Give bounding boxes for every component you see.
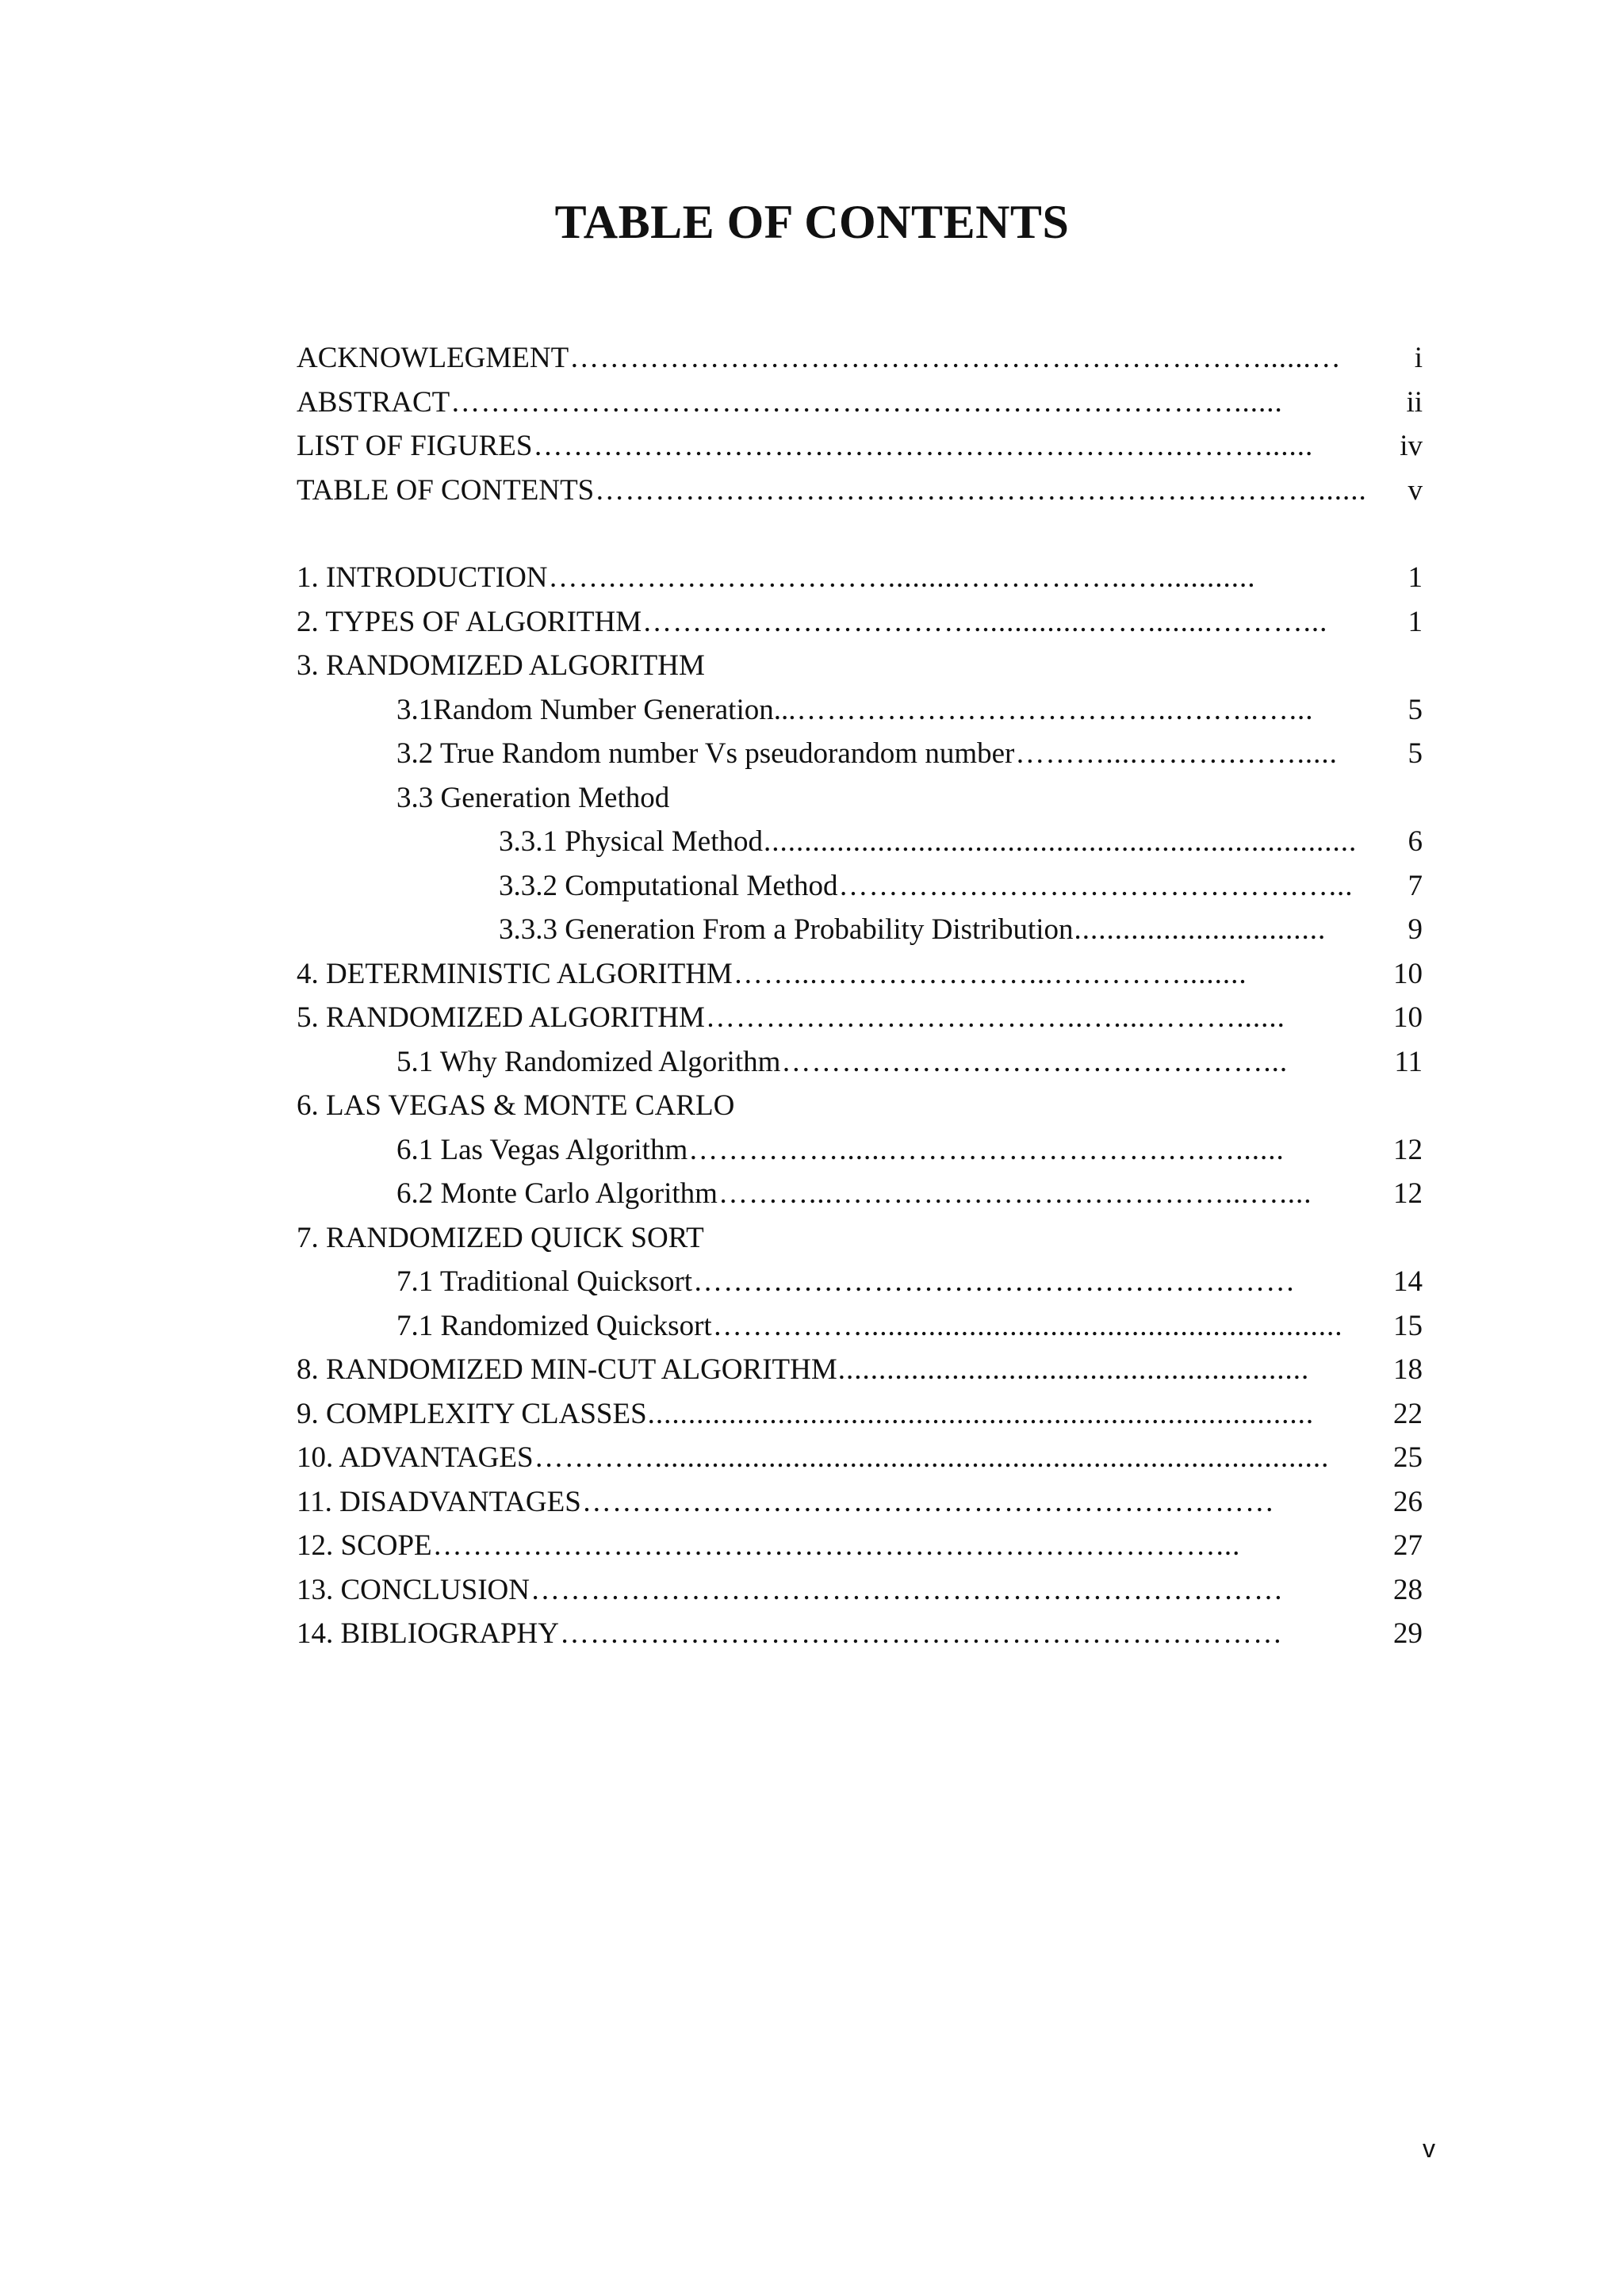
toc-entry: [297, 1172, 1423, 1216]
toc-entry: [297, 381, 1423, 425]
toc-entry: [297, 1436, 1423, 1480]
toc-entry-label: 6. LAS VEGAS & MONTE CARLO: [297, 1089, 735, 1122]
toc-entry-leader: ..................................................................................: [647, 1397, 1315, 1430]
toc-entry-label: 10. ADVANTAGES: [297, 1441, 534, 1474]
toc-entry-page: 1: [1408, 605, 1423, 638]
toc-entry-label: 3.3.2 Computational Method: [499, 869, 838, 902]
toc-entry-label: 3.1Random Number Generation...: [396, 693, 796, 726]
toc-entry-leader: ……………………………………………………………………......: [450, 385, 1283, 419]
toc-entry-leader: ……………………………………………………………......…: [569, 342, 1342, 374]
toc-entry-label: 14. BIBLIOGRAPHY: [297, 1617, 559, 1650]
toc-entry-page: 12: [1393, 1133, 1423, 1166]
toc-entry-label: 12. SCOPE: [297, 1529, 432, 1562]
toc-entry-label: 7.1 Traditional Quicksort: [396, 1265, 693, 1298]
toc-entry: [297, 1260, 1423, 1304]
toc-entry-page: 7: [1408, 869, 1423, 902]
toc-entry-page: 6: [1408, 825, 1423, 858]
toc-entry: [297, 1304, 1423, 1349]
toc-entry: [297, 600, 1423, 645]
toc-entry-leader: ……………...........................................................: [712, 1309, 1343, 1342]
toc-entry: [297, 1524, 1423, 1568]
toc-entry-label: ABSTRACT: [297, 385, 450, 419]
toc-entry-label: 3.3.3 Generation From a Probability Distribution: [499, 913, 1074, 946]
toc-entry: [297, 908, 1423, 952]
page-number: v: [1423, 2134, 1435, 2163]
toc-entry-leader: ……………………………..............……........………...: [642, 605, 1328, 638]
toc-entry-page: 1: [1408, 561, 1423, 594]
toc-entry-page: 18: [1393, 1353, 1423, 1386]
toc-entry-leader: ……………………………………….…...: [838, 869, 1354, 902]
toc-entry: [297, 732, 1423, 776]
toc-entry-page: 11: [1394, 1045, 1423, 1078]
page-title: TABLE OF CONTENTS: [554, 196, 1070, 248]
toc-entry-page: 22: [1393, 1397, 1423, 1430]
toc-entry: [297, 1612, 1423, 1656]
toc-entry-page: 29: [1393, 1617, 1423, 1650]
toc-entry-leader: ………………………………………………………………......: [595, 473, 1367, 507]
toc-entry-leader: ……………………………………………………: [693, 1265, 1297, 1298]
toc-entry-label: 1. INTRODUCTION: [297, 561, 548, 594]
toc-entry-page: 5: [1408, 693, 1423, 726]
toc-entry-leader: ………………………………..…....………......: [705, 1001, 1285, 1034]
toc-entry-leader: …………...................................................................................: [534, 1441, 1330, 1474]
toc-entry-label: LIST OF FIGURES: [297, 430, 533, 462]
toc-entry-label: ACKNOWLEGMENT: [297, 342, 569, 374]
toc-entry-leader: …………………………………………...: [781, 1045, 1289, 1078]
toc-entry-leader: …….……………………….........……………..…............: [548, 561, 1256, 594]
toc-entry-page: ii: [1406, 385, 1423, 419]
toc-entry: [297, 1480, 1423, 1525]
toc-entry-label: 5.1 Why Randomized Algorithm: [396, 1045, 781, 1078]
toc-entry-leader: ……………………………………………………………………...: [432, 1529, 1241, 1562]
toc-entry: [297, 424, 1423, 469]
toc-entry-leader: ……………………………………………………………: [581, 1485, 1275, 1518]
toc-entry-leader: ……...…………………...….………........: [733, 957, 1247, 990]
toc-entry: [297, 556, 1423, 600]
toc-entry: [297, 1348, 1423, 1392]
toc-entry: [297, 1216, 1423, 1261]
toc-entry-label: 3. RANDOMIZED ALGORITHM: [297, 649, 705, 682]
toc-entry-page: 10: [1393, 1001, 1423, 1034]
toc-entry: [297, 469, 1423, 513]
toc-entry-label: 4. DETERMINISTIC ALGORITHM: [297, 957, 733, 990]
toc-entry-leader: ……………………………………………………….………......: [533, 430, 1314, 462]
toc-entry-leader: ………………………………………………………………: [559, 1617, 1283, 1650]
toc-entry-label: 3.3.1 Physical Method: [499, 825, 763, 858]
toc-entry-leader: …………………………………………………………………: [530, 1573, 1284, 1606]
toc-entry-leader: ...............................: [1074, 913, 1327, 946]
toc-entry: [297, 688, 1423, 733]
toc-entry-leader: ………………………………..….…..…...: [796, 693, 1314, 726]
toc-entry-page: 12: [1393, 1177, 1423, 1210]
toc-entry-leader: ………....……….…….....: [1015, 737, 1338, 770]
toc-entry-page: 9: [1408, 913, 1423, 946]
toc-entry-leader: ………...…………………………………...…....: [718, 1177, 1312, 1210]
toc-entry: [297, 1392, 1423, 1437]
toc-entry-label: 7.1 Randomized Quicksort: [396, 1309, 712, 1342]
toc-entry-page: 10: [1393, 957, 1423, 990]
toc-entry: [297, 776, 1423, 821]
toc-entry: [297, 336, 1423, 381]
toc-entry: [297, 1084, 1423, 1128]
toc-entry-leader: ..........................................................: [837, 1353, 1310, 1386]
toc-entry-label: 7. RANDOMIZED QUICK SORT: [297, 1221, 704, 1254]
toc-entry: [297, 1128, 1423, 1173]
toc-entry-page: 27: [1393, 1529, 1423, 1562]
toc-entry-label: 2. TYPES OF ALGORITHM: [297, 605, 642, 638]
toc-entry-page: i: [1414, 342, 1423, 374]
toc-entry-page: 26: [1393, 1485, 1423, 1518]
table-of-contents: [297, 336, 1423, 1656]
toc-entry-leader: .........................................................................: [763, 825, 1358, 858]
toc-entry-label: 3.2 True Random number Vs pseudorandom number: [396, 737, 1015, 770]
toc-entry-label: 5. RANDOMIZED ALGORITHM: [297, 1001, 705, 1034]
toc-entry-label: TABLE OF CONTENTS: [297, 473, 595, 507]
toc-entry: [297, 1568, 1423, 1613]
toc-entry-page: 25: [1393, 1441, 1423, 1474]
toc-entry-label: 6.2 Monte Carlo Algorithm: [396, 1177, 718, 1210]
toc-entry: [297, 952, 1423, 997]
toc-entry-label: 13. CONCLUSION: [297, 1573, 530, 1606]
toc-entry-label: 3.3 Generation Method: [396, 781, 670, 814]
toc-entry: [297, 644, 1423, 688]
toc-entry-page: 14: [1393, 1265, 1423, 1298]
toc-entry-page: 5: [1408, 737, 1423, 770]
toc-entry-page: 15: [1393, 1309, 1423, 1342]
toc-entry-leader: ……………......……………………….….…......: [688, 1133, 1285, 1166]
toc-entry: [297, 864, 1423, 909]
toc-entry: [297, 820, 1423, 864]
toc-entry-page: 28: [1393, 1573, 1423, 1606]
toc-entry-page: v: [1408, 473, 1423, 507]
toc-entry-label: 8. RANDOMIZED MIN-CUT ALGORITHM: [297, 1353, 837, 1386]
toc-entry-page: iv: [1400, 430, 1423, 462]
toc-entry-label: 6.1 Las Vegas Algorithm: [396, 1133, 688, 1166]
toc-entry-label: 9. COMPLEXITY CLASSES: [297, 1397, 647, 1430]
toc-entry-label: 11. DISADVANTAGES: [297, 1485, 581, 1518]
toc-entry: [297, 1040, 1423, 1085]
toc-entry: [297, 996, 1423, 1040]
